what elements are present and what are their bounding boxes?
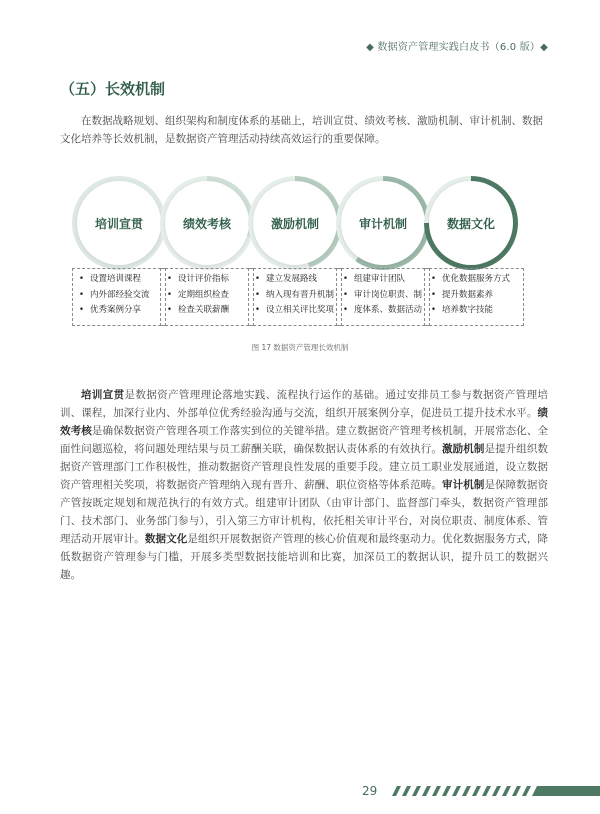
term-audit: 审计机制: [442, 479, 485, 491]
mechanism-label: 培训宣贯: [94, 216, 143, 231]
intro-paragraph: 在数据战略规划、组织架构和制度体系的基础上，培训宣贯、绩效考核、激励机制、审计机制、数据文化培养等长效机制，是数据资产管理活动持续高效运行的重要保障。: [60, 115, 543, 145]
mechanism-items-incentive: [248, 268, 342, 326]
mechanism-circle-performance: [160, 176, 254, 270]
mechanism-circle-training: [72, 176, 166, 270]
page-number: 29: [362, 784, 378, 798]
list-item: • 优秀案例分享: [79, 303, 165, 319]
list-item: • 组建审计团队: [343, 272, 429, 288]
list-item: • 设置培训课程: [79, 272, 165, 288]
mechanism-items-training: [72, 268, 166, 326]
mechanism-items-performance: [160, 268, 254, 326]
footer-stripes-decoration: [388, 786, 600, 796]
list-item: • 优化数据服务方式: [431, 272, 523, 288]
list-item: • 审计岗位职责、制: [343, 288, 429, 304]
term-performance: 绩效考核: [60, 407, 548, 437]
list-item: • 检查关联薪酬: [167, 303, 253, 319]
list-item: • 培养数字技能: [431, 303, 523, 319]
list-item: • 建立发展路线: [255, 272, 341, 288]
mechanism-items-audit: [336, 268, 430, 326]
list-item: • 设计评价指标: [167, 272, 253, 288]
mechanism-diagram: [0, 172, 600, 342]
term-training: 培训宣贯: [81, 389, 125, 401]
list-item: • 设立相关评比奖项: [255, 303, 341, 319]
list-item: • 提升数据素养: [431, 288, 523, 304]
list-item: • 纳入现有晋升机制: [255, 288, 341, 304]
mechanism-label: 激励机制: [270, 216, 319, 231]
mechanism-label: 绩效考核: [182, 216, 231, 231]
mechanism-circle-audit: [336, 176, 430, 270]
list-item: • 内外部经验交流: [79, 288, 165, 304]
body-paragraph: 培训宣贯是数据资产管理理论落地实践、流程执行运作的基础。通过安排员工参与数据资产管理培训、课程，加深行业内、外部单位优秀经验沟通与交流，组织开展案例分享，促进员工提升技术水平。绩效考核是确保数据资产管理各项工作落实到位的关键举措。建立数据资产管理考核机制，开展常态化、全面性问题巡检，将问题处理结果与员工薪酬关联，确保数据认责体系的有效执行。激励机制是提升组织数据资产管理部门工作积极性，推动数据资产管理良性发展的重要手段。建立员工职业发展通道，设立数据资产管理相关奖项，将数据资产管理纳入现有晋升、薪酬、职位资格等体系范畴。审计机制是保障数据资产管按既定规划和规范执行的有效方式。组建审计团队（由审计部门、监督部门牵头，数据资产管理部门、技术部门、业务部门参与），引入第三方审计机构，依托相关审计平台，对岗位职责、制度体系、管理活动开展审计。数据文化是组织开展数据资产管理的核心价值观和最终驱动力。优化数据服务方式，降低数据资产管理参与门槛，开展多类型数据技能培训和比赛，加深员工的数据认识，提升员工的数据兴趣。: [60, 389, 549, 581]
term-culture: 数据文化: [144, 533, 188, 545]
section-title: （五）长效机制: [60, 80, 166, 98]
running-header: ◆ 数据资产管理实践白皮书（6.0 版）◆: [366, 42, 548, 53]
mechanism-label: 数据文化: [446, 216, 495, 231]
term-incentive: 激励机制: [442, 443, 485, 455]
figure-caption: 图 17 数据资产管理长效机制: [251, 343, 349, 352]
list-item: • 定期组织检查: [167, 288, 253, 304]
mechanism-circle-culture: [424, 176, 518, 270]
mechanism-items-culture: [424, 268, 524, 326]
list-item: • 度体系、数据活动: [343, 303, 429, 319]
mechanism-label: 审计机制: [358, 216, 407, 231]
mechanism-circle-incentive: [248, 176, 342, 270]
